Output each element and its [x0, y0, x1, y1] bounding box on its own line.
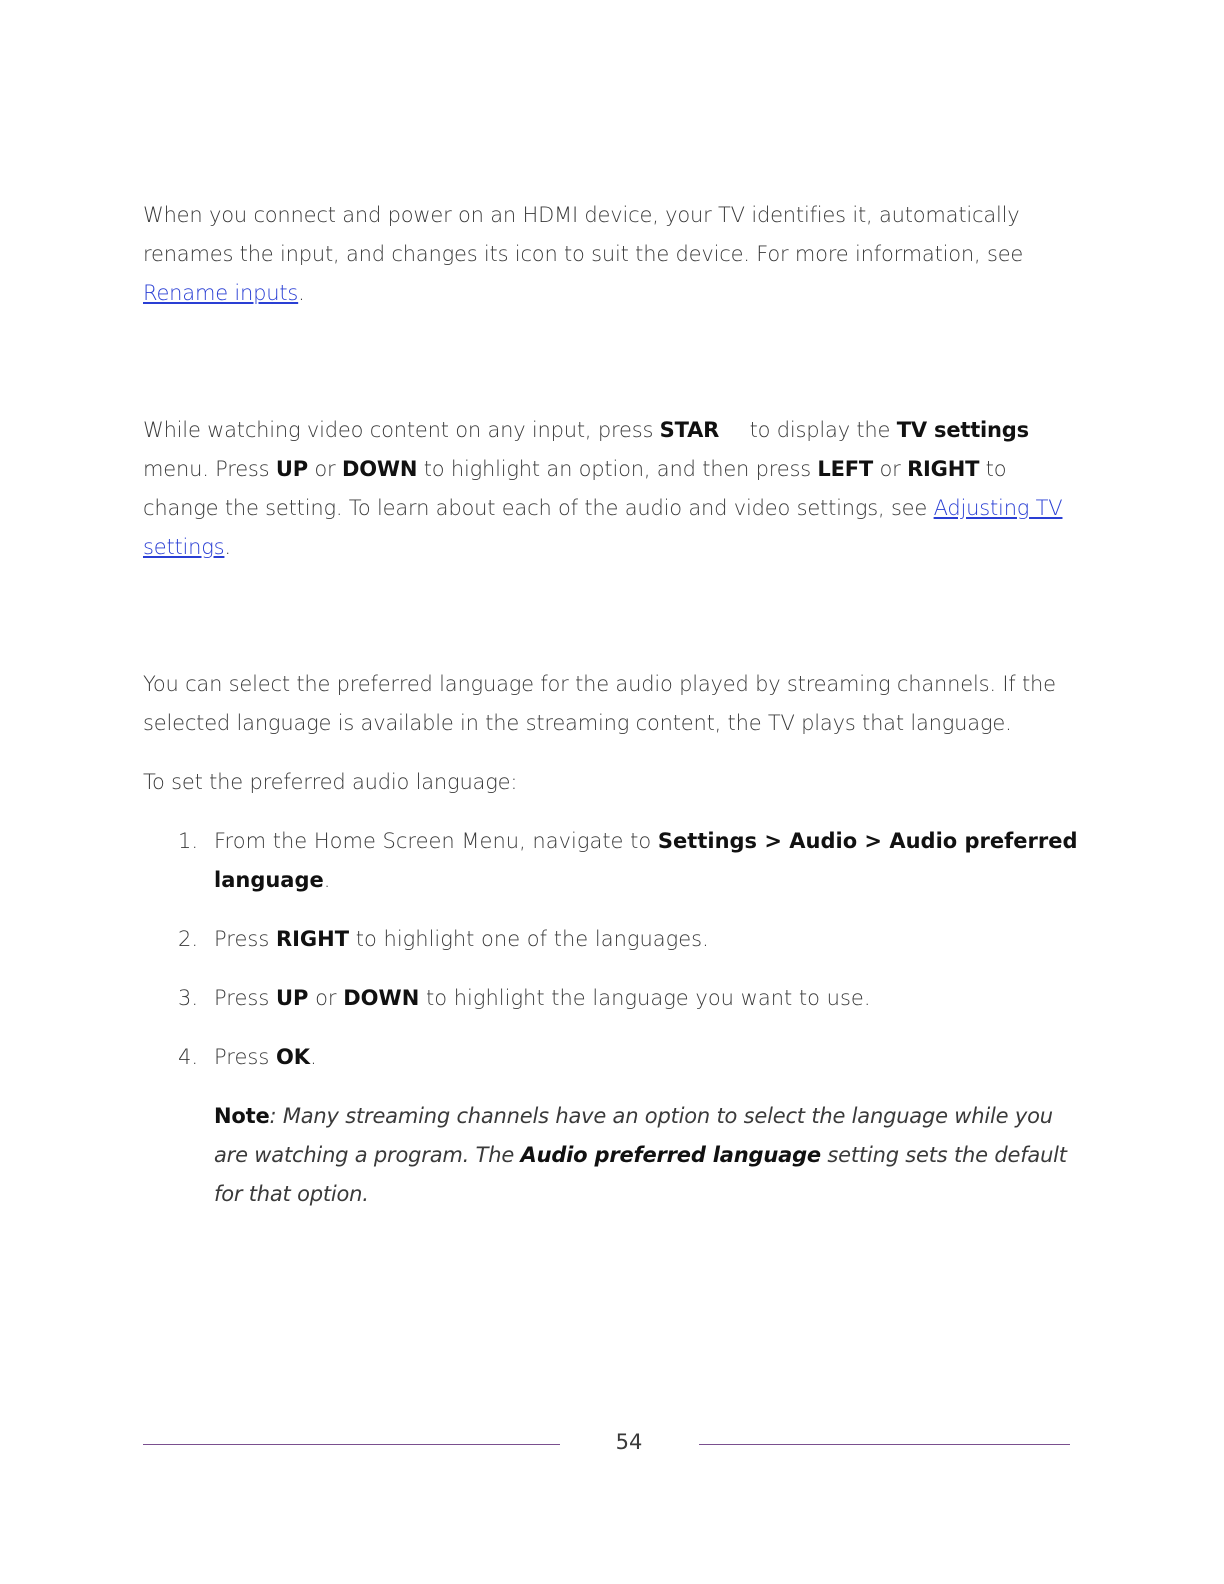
footer-rule-left [143, 1444, 560, 1445]
list-item: 2. Press RIGHT to highlight one of the languages. [178, 927, 709, 951]
adjusting-tv-settings-link[interactable]: Adjusting TV settings [143, 496, 1063, 559]
note-label: Note [214, 1104, 270, 1128]
audio-language-lead: To set the preferred audio language: [143, 770, 518, 794]
list-item: 3. Press UP or DOWN to highlight the language you want to use. [178, 986, 871, 1010]
audio-language-intro: You can select the preferred language for the audio played by streaming channels. If the selected language is available in the streaming content, the TV plays that language. [143, 672, 1056, 735]
tv-settings-paragraph: While watching video content on any input, press STAR to display the TV settings menu. Press UP or DOWN to highlight an option, and then press LEFT or RIGHT to change the setting. To learn about each of the audio and video settings, see Adjusting TV settings. [143, 418, 1063, 559]
page-number: 54 [615, 1430, 643, 1454]
note-paragraph: Note: Many streaming channels have an option to select the language while you are watching a program. The Audio preferred language setting sets the default for that option. [214, 1104, 1067, 1206]
steps-list [143, 822, 1083, 1077]
list-item: 4. Press OK. [178, 1045, 317, 1069]
list-item: 1. From the Home Screen Menu, navigate to Settings > Audio > Audio preferred language. [178, 829, 1078, 892]
hdmi-auto-rename-paragraph: When you connect and power on an HDMI device, your TV identifies it, automatically renames the input, and changes its icon to suit the device. For more information, see Rename inputs. [143, 203, 1024, 305]
rename-inputs-link[interactable]: Rename inputs [143, 281, 299, 305]
document-page [143, 196, 1083, 1214]
page-footer [143, 1430, 1070, 1460]
footer-rule-right [699, 1444, 1070, 1445]
star-key: STAR [659, 418, 720, 442]
